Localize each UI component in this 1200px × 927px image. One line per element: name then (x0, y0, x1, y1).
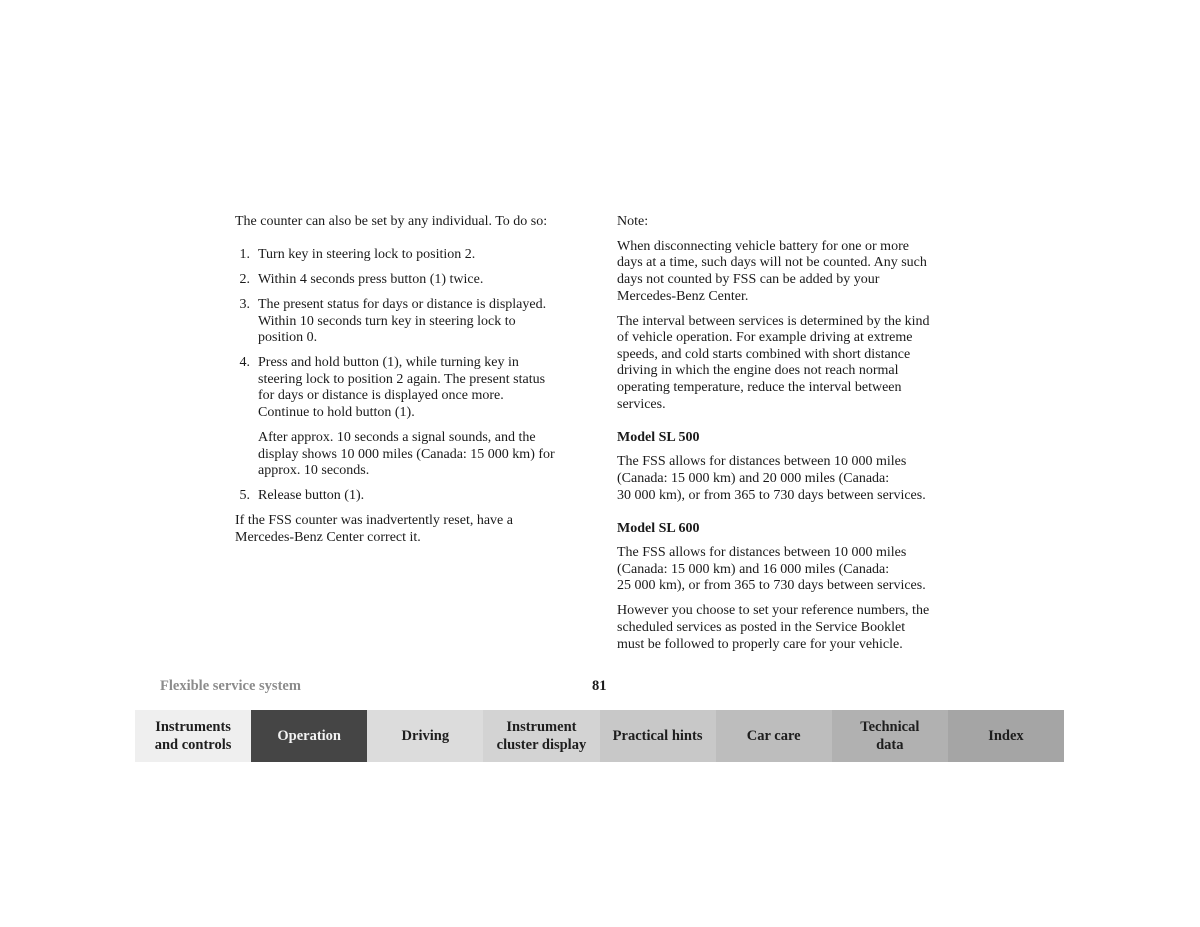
text-line: data (876, 737, 904, 753)
text-line: Technical (860, 719, 920, 735)
text-line: After approx. 10 seconds a signal sounds, and the (258, 430, 536, 446)
note-paragraph (617, 239, 977, 305)
tab-label (497, 718, 587, 754)
tab-car-care[interactable] (716, 710, 832, 762)
text-line: Turn key in steering lock to position 2. (258, 246, 476, 262)
step-3 (235, 297, 590, 347)
text-line: must be followed to properly care for your vehicle. (617, 636, 903, 652)
text-line: driving in which the engine does not reach normal (617, 363, 899, 379)
closing-paragraph (235, 513, 590, 546)
text-line: Car care (746, 728, 801, 744)
step-number: 5. (239, 488, 250, 504)
text-line: 30 000 km), or from 365 to 730 days between services. (617, 487, 926, 503)
sl-500-paragraph (617, 454, 977, 504)
text-line: If the FSS counter was inadvertently reset, have a (235, 513, 513, 529)
step-5 (235, 488, 590, 505)
text-line: Mercedes-Benz Center correct it. (235, 529, 421, 545)
tab-label (613, 727, 703, 745)
tab-label (277, 727, 341, 745)
text-line: steering lock to position 2 again. The present status (258, 371, 546, 387)
heading-text: Model SL 500 (617, 429, 700, 445)
tab-label (747, 727, 801, 745)
interval-paragraph (617, 314, 977, 414)
section-title: Flexible service system (160, 678, 301, 694)
heading-text: Model SL 600 (617, 520, 700, 536)
tab-instruments-and-controls[interactable] (135, 710, 251, 762)
text-line: Mercedes-Benz Center. (617, 288, 749, 304)
text-line: Driving (401, 728, 450, 744)
step-text (258, 247, 590, 264)
text-line: Practical hints (612, 728, 703, 744)
reference-paragraph (617, 603, 977, 653)
text-line: for days or distance is displayed once more. (258, 388, 504, 404)
text-line: days at a time, such days will not be counted. Any such (617, 255, 927, 271)
step-number: 3. (239, 296, 250, 312)
step-follow-up-text (258, 430, 590, 480)
tab-label (988, 727, 1023, 745)
text-line: The present status for days or distance is displayed. (258, 296, 547, 312)
text-line: 25 000 km), or from 365 to 730 days between services. (617, 578, 926, 594)
step-number: 2. (239, 271, 250, 287)
text-line: (Canada: 15 000 km) and 16 000 miles (Canada: (617, 561, 890, 577)
tab-instrument-cluster-display[interactable] (483, 710, 599, 762)
text-line: Instrument (506, 719, 577, 735)
tab-label (860, 718, 919, 754)
sl-600-paragraph (617, 545, 977, 595)
text-line: Instruments (155, 719, 231, 735)
step-number: 4. (239, 355, 250, 371)
text-line: and controls (154, 737, 232, 753)
note-label-text: Note: (617, 214, 649, 229)
text-line: Index (988, 728, 1024, 744)
chapter-nav-bar (135, 710, 1064, 762)
step-4 (235, 355, 590, 480)
note-label (617, 214, 977, 231)
text-line: The interval between services is determined by the kind (617, 313, 930, 329)
tab-label (155, 718, 232, 754)
tab-technical-data[interactable] (832, 710, 948, 762)
text-line: Operation (277, 728, 341, 744)
tab-index[interactable] (948, 710, 1064, 762)
step-text (258, 272, 590, 289)
text-line: Release button (1). (258, 488, 365, 504)
text-line: cluster display (496, 737, 587, 753)
text-line: However you choose to set your reference numbers, the (617, 603, 930, 619)
text-line: Continue to hold button (1). (258, 404, 415, 420)
text-line: (Canada: 15 000 km) and 20 000 miles (Canada: (617, 470, 890, 486)
step-text (258, 297, 590, 347)
text-line: operating temperature, reduce the interval between (617, 379, 902, 395)
text-line: scheduled services as posted in the Service Booklet (617, 619, 906, 635)
text-line: Press and hold button (1), while turning key in (258, 355, 519, 371)
left-column (235, 214, 590, 546)
text-line: services. (617, 396, 666, 412)
step-1 (235, 247, 590, 264)
text-line: When disconnecting vehicle battery for one or more (617, 238, 909, 254)
step-text (258, 355, 590, 421)
step-number: 1. (239, 246, 250, 262)
page-number: 81 (592, 678, 607, 694)
text-line: days not counted by FSS can be added by your (617, 272, 880, 288)
step-2 (235, 272, 590, 289)
tab-label (402, 727, 450, 745)
tab-operation[interactable] (251, 710, 367, 762)
heading-model-sl-600 (617, 521, 977, 538)
text-line: approx. 10 seconds. (258, 463, 370, 479)
text-line: The FSS allows for distances between 10 000 miles (617, 545, 907, 561)
text-line: Within 4 seconds press button (1) twice. (258, 271, 484, 287)
text-line: position 0. (258, 330, 318, 346)
steps-list (235, 247, 590, 505)
intro-text: The counter can also be set by any individual. To do so: (235, 214, 548, 229)
text-line: Within 10 seconds turn key in steering lock to (258, 313, 516, 329)
tab-driving[interactable] (367, 710, 483, 762)
text-line: speeds, and cold starts combined with short distance (617, 346, 911, 362)
text-line: display shows 10 000 miles (Canada: 15 000 km) for (258, 446, 555, 462)
right-column (617, 214, 977, 653)
text-line: The FSS allows for distances between 10 000 miles (617, 454, 907, 470)
heading-model-sl-500 (617, 430, 977, 447)
tab-practical-hints[interactable] (600, 710, 716, 762)
text-line: of vehicle operation. For example driving at extreme (617, 330, 913, 346)
intro-paragraph (235, 214, 590, 231)
step-text (258, 488, 590, 505)
